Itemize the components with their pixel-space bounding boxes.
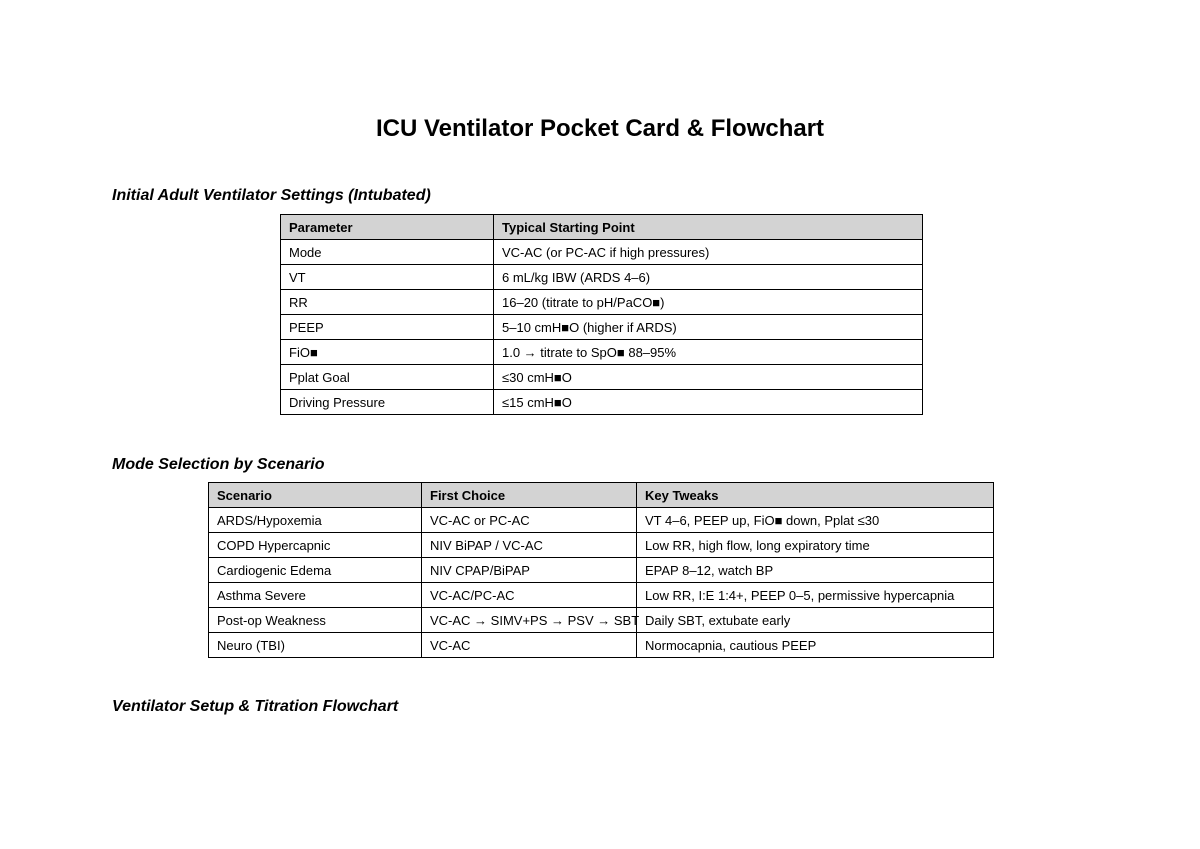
parameter-cell: FiO■ — [281, 340, 494, 365]
mode-selection-heading: Mode Selection by Scenario — [112, 456, 325, 473]
starting-point-cell: ≤30 cmH■O — [494, 365, 923, 390]
key-tweaks-cell: VT 4–6, PEEP up, FiO■ down, Pplat ≤30 — [637, 508, 994, 533]
parameter-cell: RR — [281, 290, 494, 315]
table-row — [281, 265, 923, 290]
first-choice-cell: VC-AC/PC-AC — [422, 583, 637, 608]
table-row — [209, 558, 994, 583]
table-row — [281, 290, 923, 315]
first-choice-cell: NIV BiPAP / VC-AC — [422, 533, 637, 558]
parameter-cell: Mode — [281, 240, 494, 265]
table-header-row — [281, 215, 923, 240]
starting-point-cell: 1.0 → titrate to SpO■ 88–95% — [494, 340, 923, 365]
column-header-key-tweaks: Key Tweaks — [637, 483, 994, 508]
first-choice-cell: VC-AC — [422, 633, 637, 658]
key-tweaks-cell: Normocapnia, cautious PEEP — [637, 633, 994, 658]
column-header-first-choice: First Choice — [422, 483, 637, 508]
key-tweaks-cell: Daily SBT, extubate early — [637, 608, 994, 633]
table-row — [281, 315, 923, 340]
parameter-cell: Pplat Goal — [281, 365, 494, 390]
table-row — [281, 240, 923, 265]
table-row — [281, 365, 923, 390]
first-choice-cell: VC-AC → SIMV+PS → PSV → SBT — [422, 608, 637, 633]
mode-selection-table — [208, 482, 994, 658]
scenario-cell: Post-op Weakness — [209, 608, 422, 633]
scenario-cell: Neuro (TBI) — [209, 633, 422, 658]
scenario-cell: Asthma Severe — [209, 583, 422, 608]
parameter-cell: PEEP — [281, 315, 494, 340]
starting-point-cell: 6 mL/kg IBW (ARDS 4–6) — [494, 265, 923, 290]
first-choice-cell: VC-AC or PC-AC — [422, 508, 637, 533]
table-row — [209, 608, 994, 633]
column-header-starting-point: Typical Starting Point — [494, 215, 923, 240]
flowchart-heading: Ventilator Setup & Titration Flowchart — [112, 698, 399, 715]
table-row — [209, 533, 994, 558]
scenario-cell: Cardiogenic Edema — [209, 558, 422, 583]
table-row — [281, 390, 923, 415]
parameter-cell: Driving Pressure — [281, 390, 494, 415]
scenario-cell: ARDS/Hypoxemia — [209, 508, 422, 533]
page-title: ICU Ventilator Pocket Card & Flowchart — [375, 115, 825, 142]
parameter-cell: VT — [281, 265, 494, 290]
settings-section-heading: Initial Adult Ventilator Settings (Intubated) — [112, 187, 431, 204]
starting-point-cell: VC-AC (or PC-AC if high pressures) — [494, 240, 923, 265]
table-row — [209, 508, 994, 533]
table-header-row — [209, 483, 994, 508]
column-header-scenario: Scenario — [209, 483, 422, 508]
scenario-cell: COPD Hypercapnic — [209, 533, 422, 558]
starting-point-cell: 5–10 cmH■O (higher if ARDS) — [494, 315, 923, 340]
table-row — [281, 340, 923, 365]
key-tweaks-cell: EPAP 8–12, watch BP — [637, 558, 994, 583]
key-tweaks-cell: Low RR, I:E 1:4+, PEEP 0–5, permissive hypercapnia — [637, 583, 994, 608]
table-row — [209, 583, 994, 608]
first-choice-cell: NIV CPAP/BiPAP — [422, 558, 637, 583]
starting-point-cell: 16–20 (titrate to pH/PaCO■) — [494, 290, 923, 315]
table-row — [209, 633, 994, 658]
column-header-parameter: Parameter — [281, 215, 494, 240]
starting-point-cell: ≤15 cmH■O — [494, 390, 923, 415]
key-tweaks-cell: Low RR, high flow, long expiratory time — [637, 533, 994, 558]
initial-settings-table — [280, 214, 923, 415]
